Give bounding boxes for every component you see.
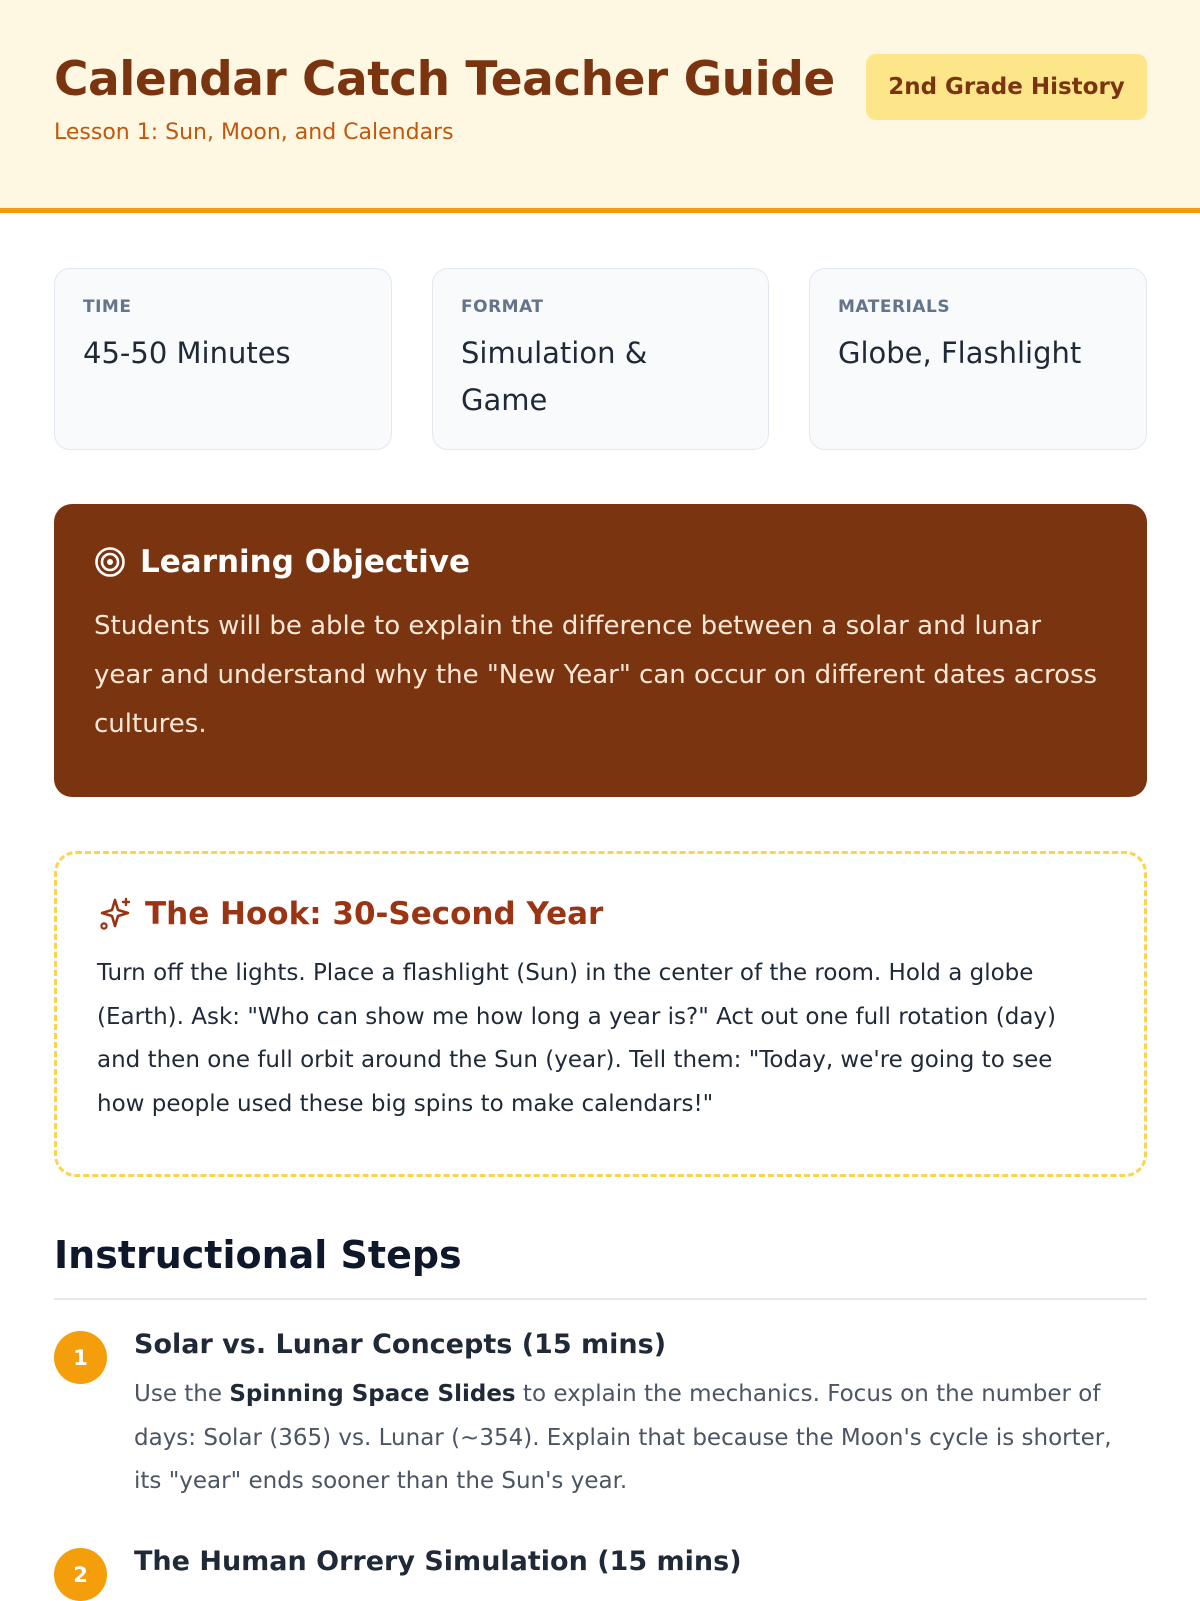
format-value: Simulation & Game [461,336,648,417]
lesson-subtitle: Lesson 1: Sun, Moon, and Calendars [54,120,454,145]
target-icon [94,546,126,578]
time-card [54,268,392,450]
format-card [432,268,769,450]
time-label: TIME [83,297,132,317]
materials-card [809,268,1147,450]
learning-objective-card [54,504,1147,797]
hook-card [54,851,1147,1177]
slides-resource-name: Spinning Space Slides [229,1381,516,1407]
hook-text: Turn off the lights. Place a flashlight (Sun) in the center of the room. Hold a globe (Earth). Ask: "Who can show me how long a year is?" Act out one full rotation (day) and then one full orbit around the Sun (year). Tell them: "Today, we're going to see how people used these big spins to make calendars!" [97,960,1057,1117]
materials-label: MATERIALS [838,297,951,317]
grade-badge: 2nd Grade History [866,54,1147,120]
step-description [134,1373,1144,1504]
step-text-before: Use the [134,1381,230,1407]
step-title: The Human Orrery Simulation (15 mins) [134,1546,742,1577]
step-number: 2 [54,1548,107,1601]
time-value: 45-50 Minutes [83,336,291,370]
objective-text: Students will be able to explain the difference between a solar and lunar year and understand why the "New Year" can occur on different dates across cultures. [94,611,1098,739]
materials-value: Globe, Flashlight [838,336,1082,370]
step-text-after: to explain the mechanics. Focus on the number of days: Solar (365) vs. Lunar (~354). Explain that because the Moon's cycle is shorter, its "year" ends sooner than the Sun's year. [134,1381,1112,1494]
instructional-steps-heading: Instructional Steps [54,1233,462,1277]
divider [54,1298,1147,1300]
page-title: Calendar Catch Teacher Guide [54,52,835,107]
sparkles-icon [97,896,133,932]
format-label: FORMAT [461,297,544,317]
step-title: Solar vs. Lunar Concepts (15 mins) [134,1329,667,1360]
page-header [0,0,1200,213]
hook-title: The Hook: 30-Second Year [145,896,604,932]
step-number: 1 [54,1331,107,1384]
objective-title: Learning Objective [140,544,470,580]
